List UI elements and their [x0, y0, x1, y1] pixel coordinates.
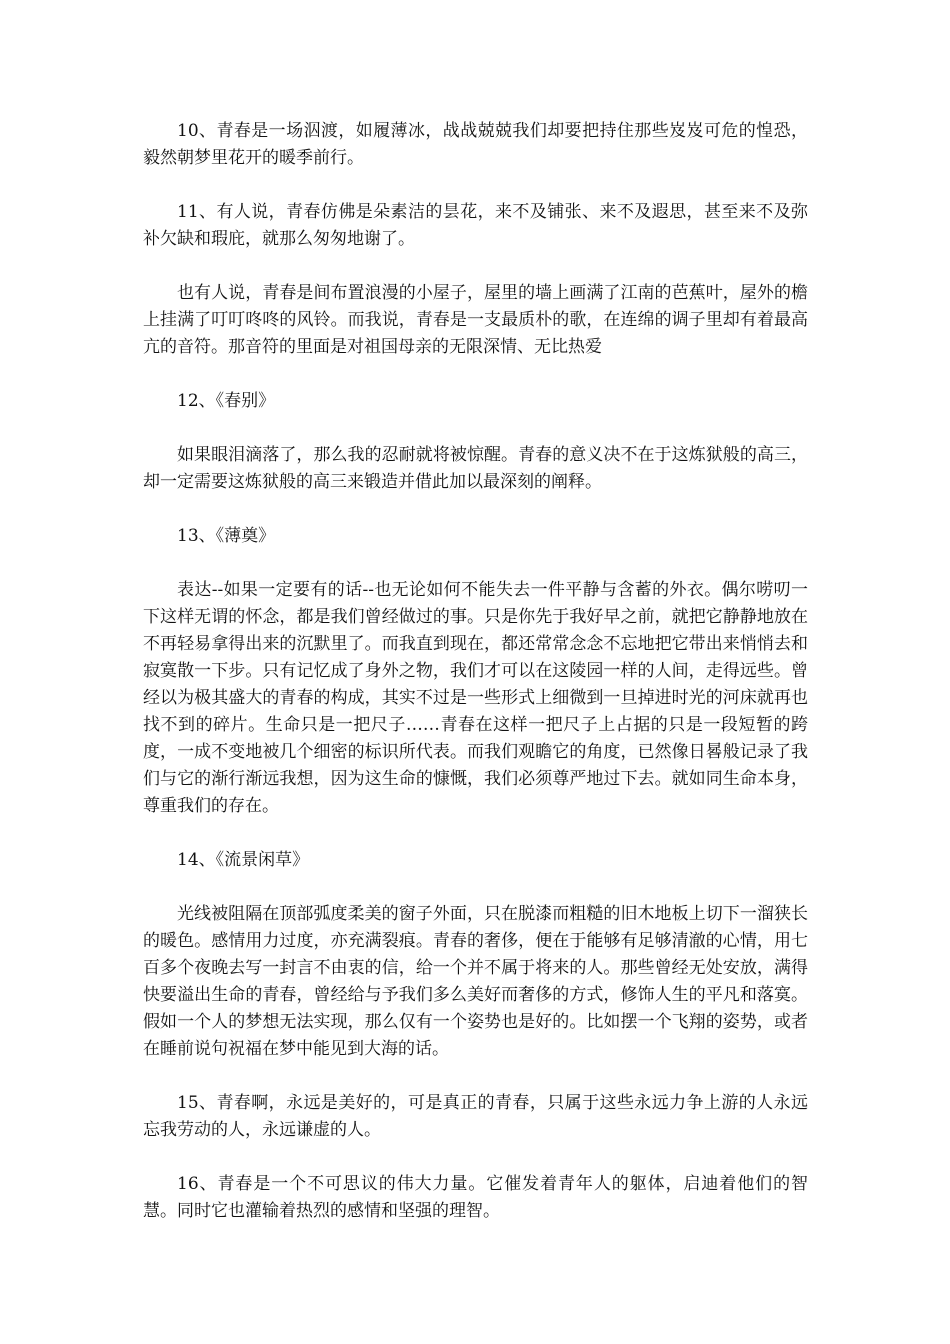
paragraph-16: 16、青春是一个不可思议的伟大力量。它催发着青年人的躯体，启迪着他们的智慧。同时它也灌输着热烈的感情和坚强的理智。	[143, 1174, 808, 1221]
paragraph-11: 11、有人说，青春仿佛是朵素洁的昙花，来不及铺张、来不及遐思，甚至来不及弥补欠缺和瑕庇，就那么匆匆地谢了。	[143, 202, 808, 249]
heading-12: 12、《春别》	[177, 391, 276, 411]
paragraph-15: 15、青春啊，永远是美好的，可是真正的青春，只属于这些永远力争上游的人永远忘我劳动的人，永远谦虚的人。	[143, 1093, 808, 1140]
document-body	[143, 118, 808, 1252]
paragraph-13: 表达--如果一定要有的话--也无论如何不能失去一件平静与含蓄的外衣。偶尔唠叨一下这样无谓的怀念，都是我们曾经做过的事。只是你先于我好早之前，就把它静静地放在不再轻易拿得出来的沉默里了。而我直到现在，都还常常念念不忘地把它带出来悄悄去和寂寞散一下步。只有记忆成了身外之物，我们才可以在这陵园一样的人间，走得远些。曾经以为极其盛大的青春的构成，其实不过是一些形式上细微到一旦掉进时光的河床就再也找不到的碎片。生命只是一把尺子……青春在这样一把尺子上占据的只是一段短暂的跨度，一成不变地被几个细密的标识所代表。而我们观瞻它的角度，已然像日晷般记录了我们与它的渐行渐远我想，因为这生命的慷慨，我们必须尊严地过下去。就如同生命本身，尊重我们的存在。	[143, 580, 808, 816]
paragraph-10: 10、青春是一场泅渡，如履薄冰，战战兢兢我们却要把持住那些岌岌可危的惶恐，毅然朝梦里花开的暖季前行。	[143, 121, 808, 168]
paragraph-14: 光线被阻隔在顶部弧度柔美的窗子外面，只在脱漆而粗糙的旧木地板上切下一溜狭长的暖色。感情用力过度，亦充满裂痕。青春的奢侈，便在于能够有足够清澈的心情，用七百多个夜晚去写一封言不由衷的信，给一个并不属于将来的人。那些曾经无处安放，满得快要溢出生命的青春，曾经给与予我们多么美好而奢侈的方式，修饰人生的平凡和落寞。假如一个人的梦想无法实现，那么仅有一个姿势也是好的。比如摆一个飞翔的姿势，或者在睡前说句祝福在梦中能见到大海的话。	[143, 904, 808, 1059]
paragraph-12: 如果眼泪滴落了，那么我的忍耐就将被惊醒。青春的意义决不在于这炼狱般的高三，却一定需要这炼狱般的高三来锻造并借此加以最深刻的阐释。	[143, 445, 808, 492]
heading-13: 13、《薄奠》	[177, 526, 276, 546]
paragraph-11-continued: 也有人说，青春是间布置浪漫的小屋子，屋里的墙上画满了江南的芭蕉叶，屋外的檐上挂满了叮叮咚咚的风铃。而我说，青春是一支最质朴的歌，在连绵的调子里却有着最高亢的音符。那音符的里面是对祖国母亲的无限深情、无比热爱	[143, 283, 808, 357]
heading-14: 14、《流景闲草》	[177, 850, 310, 870]
